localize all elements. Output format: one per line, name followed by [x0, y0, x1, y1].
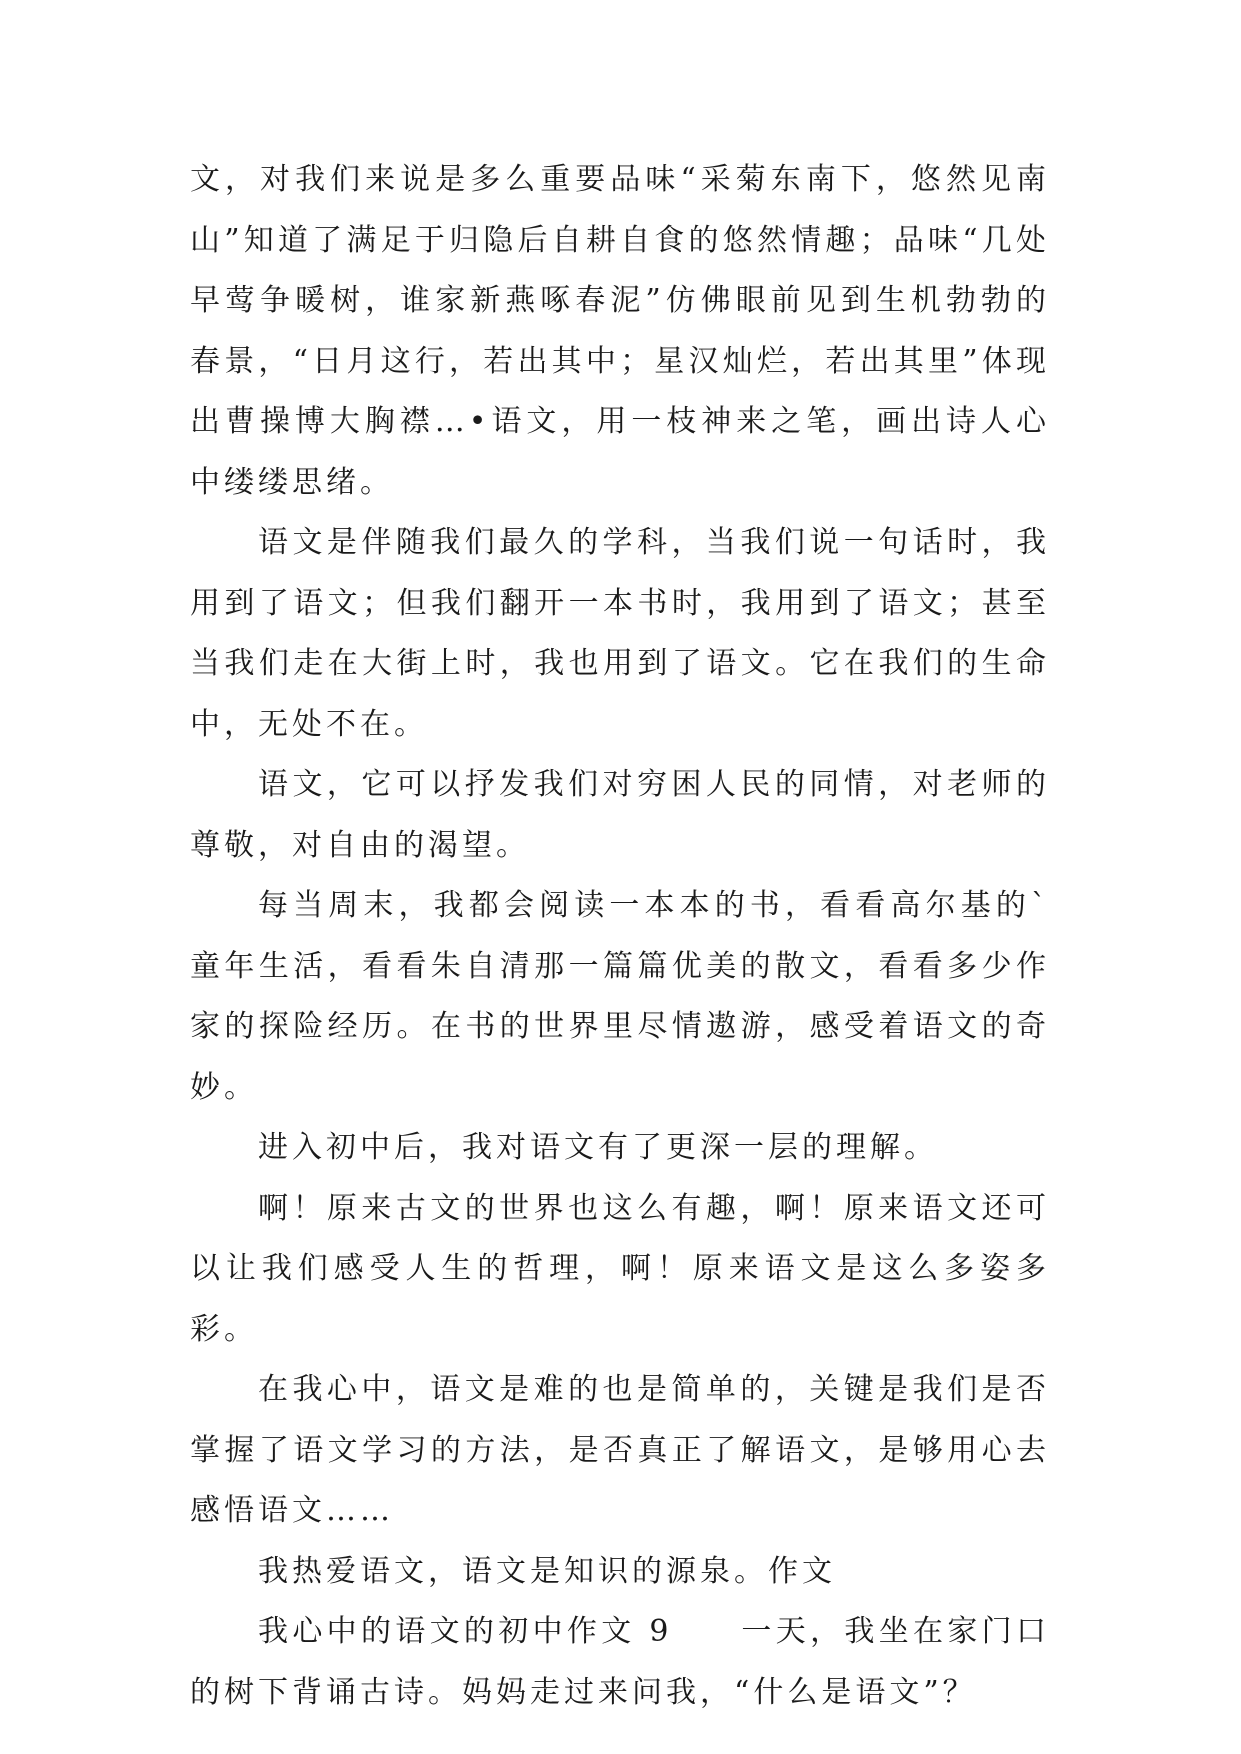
paragraph: 语文是伴随我们最久的学科，当我们说一句话时，我用到了语文；但我们翻开一本书时，我用到了语文；甚至当我们走在大街上时，我也用到了语文。它在我们的生命中，无处不在。 — [190, 525, 1050, 742]
document-body — [190, 150, 1050, 1723]
paragraph: 文，对我们来说是多么重要品味“采菊东南下，悠然见南山”知道了满足于归隐后自耕自食的悠然情趣；品味“几处早莺争暖树，谁家新燕啄春泥”仿佛眼前见到生机勃勃的春景，“日月这行，若出其中；星汉灿烂，若出其里”体现出曹操博大胸襟…•语文，用一枝神来之笔，画出诗人心中缕缕思绪。 — [190, 162, 1050, 500]
paragraph: 进入初中后，我对语文有了更深一层的理解。 — [258, 1130, 938, 1165]
paragraph: 每当周末，我都会阅读一本本的书，看看高尔基的`童年生活，看看朱自清那一篇篇优美的散文，看看多少作家的探险经历。在书的世界里尽情遨游，感受着语文的奇妙。 — [190, 888, 1050, 1105]
paragraph: 啊！原来古文的世界也这么有趣，啊！原来语文还可以让我们感受人生的哲理，啊！原来语文是这么多姿多彩。 — [190, 1190, 1050, 1347]
paragraph: 我心中的语文的初中作文 9 一天，我坐在家门口的树下背诵古诗。妈妈走过来问我，“什么是语文”？ — [190, 1614, 1050, 1710]
paragraph: 语文，它可以抒发我们对穷困人民的同情，对老师的尊敬，对自由的渴望。 — [190, 767, 1050, 863]
paragraph: 在我心中，语文是难的也是简单的，关键是我们是否掌握了语文学习的方法，是否真正了解语文，是够用心去感悟语文…… — [190, 1372, 1050, 1528]
paragraph: 我热爱语文，语文是知识的源泉。作文 — [258, 1553, 836, 1589]
